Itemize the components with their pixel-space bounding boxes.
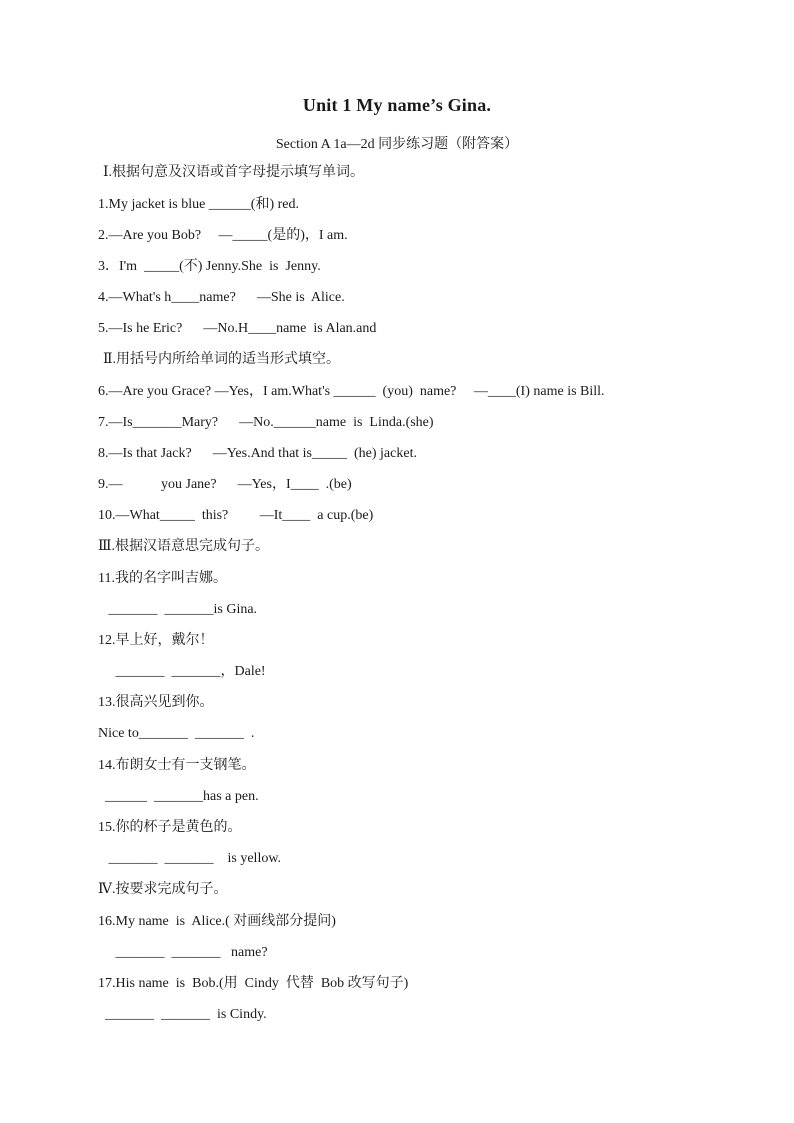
question-line: 3．I'm _____(不) Jenny.She is Jenny. — [98, 259, 321, 274]
question-line: 15.你的杯子是黄色的。 — [98, 820, 242, 835]
page-title: Unit 1 My name’s Gina. — [302, 95, 492, 115]
section-heading-3: Ⅲ.根据汉语意思完成句子。 — [98, 539, 270, 554]
question-line: 14.布朗女士有一支钢笔。 — [98, 758, 256, 773]
section-heading-2: Ⅱ.用括号内所给单词的适当形式填空。 — [103, 352, 341, 367]
question-line: 6.—Are you Grace? —Yes，I am.What's ______ (you) name? —____(I) name is Bill. — [98, 384, 605, 399]
question-line: 4.—What's h____name? —She is Alice. — [98, 290, 345, 305]
answer-line: ______ _______has a pen. — [98, 789, 259, 804]
question-line: 7.—Is_______Mary? —No.______name is Linda.(she) — [98, 415, 434, 430]
question-line: 10.—What_____ this? —It____ a cup.(be) — [98, 508, 374, 523]
answer-line: _______ _______ is Cindy. — [98, 1007, 267, 1022]
question-line: 13.很高兴见到你。 — [98, 695, 214, 710]
question-line: 11.我的名字叫吉娜。 — [98, 571, 227, 586]
question-line: 12.早上好，戴尔！ — [98, 633, 214, 648]
question-line: 1.My jacket is blue ______(和) red. — [98, 197, 300, 212]
section-heading-4: Ⅳ.按要求完成句子。 — [98, 882, 228, 897]
section-heading-1: Ⅰ.根据句意及汉语或首字母提示填写单词。 — [103, 165, 365, 180]
answer-line: _______ _______ is yellow. — [98, 851, 282, 866]
question-line: 17.His name is Bob.(用 Cindy 代替 Bob 改写句子) — [98, 976, 409, 991]
answer-line: _______ _______ name? — [98, 945, 268, 960]
answer-line: Nice to_______ _______ . — [98, 726, 255, 741]
page-subtitle: Section A 1a—2d 同步练习题（附答案） — [275, 137, 519, 152]
question-line: 16.My name is Alice.( 对画线部分提问) — [98, 914, 336, 929]
answer-line: _______ _______is Gina. — [98, 602, 258, 617]
question-line: 8.—Is that Jack? —Yes.And that is_____ (he) jacket. — [98, 446, 417, 461]
answer-line: _______ _______，Dale! — [98, 664, 266, 679]
question-line: 5.—Is he Eric? —No.H____name is Alan.and — [98, 321, 377, 336]
question-line: 2.—Are you Bob? —_____(是的)，I am. — [98, 228, 348, 243]
question-line: 9.— you Jane? —Yes，I____ .(be) — [98, 477, 352, 492]
